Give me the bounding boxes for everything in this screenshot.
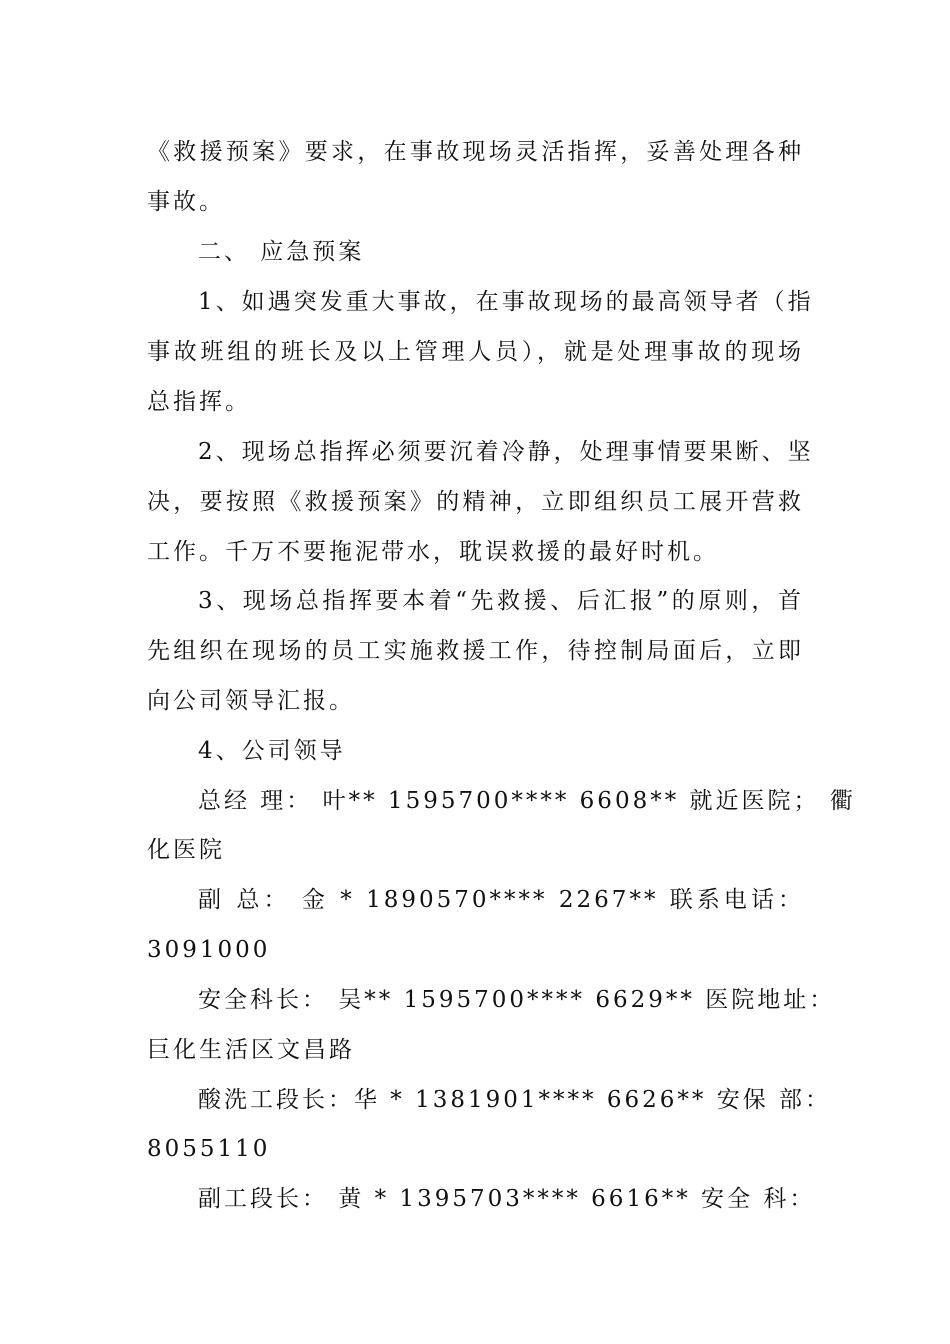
paragraph-line: 《救援预案》要求，在事故现场灵活指挥，妥善处理各种	[147, 139, 804, 165]
paragraph-line: 先组织在现场的员工实施救援工作，待控制局面后，立即	[147, 638, 804, 664]
paragraph-line: 工作。千万不要拖泥带水，耽误救援的最好时机。	[147, 539, 719, 565]
paragraph-line: 决，要按照《救援预案》的精神，立即组织员工展开营救	[147, 489, 804, 515]
contact-line: 巨化生活区文昌路	[147, 1037, 355, 1063]
contact-line: 3091000	[147, 937, 271, 963]
paragraph-line: 4、公司领导	[198, 738, 346, 764]
contact-line: 副工段长： 黄 * 1395703**** 6616** 安全 科：	[198, 1186, 816, 1212]
paragraph-line: 总指挥。	[147, 389, 251, 415]
paragraph-line: 向公司领导汇报。	[147, 688, 355, 714]
paragraph-line: 事故班组的班长及以上管理人员），就是处理事故的现场	[147, 339, 804, 365]
section-heading: 二、 应急预案	[198, 239, 365, 265]
contact-line: 化医院	[147, 837, 225, 863]
contact-line: 总经 理： 叶** 1595700**** 6608** 就近医院； 衢	[198, 788, 856, 814]
contact-line: 安全科长： 吴** 1595700**** 6629** 医院地址：	[198, 987, 836, 1013]
paragraph-line: 事故。	[147, 189, 225, 215]
contact-line: 酸洗工段长：华 * 1381901**** 6626** 安保 部：	[198, 1087, 832, 1113]
contact-line: 8055110	[147, 1136, 271, 1162]
paragraph-line: 1、如遇突发重大事故，在事故现场的最高领导者（指	[198, 289, 814, 315]
paragraph-line: 2、现场总指挥必须要沉着冷静，处理事情要果断、坚	[198, 439, 814, 465]
contact-line: 副 总： 金 * 1890570**** 2267** 联系电话：	[198, 887, 804, 913]
paragraph-line: 3、现场总指挥要本着“先救援、后汇报”的原则，首	[198, 588, 804, 614]
